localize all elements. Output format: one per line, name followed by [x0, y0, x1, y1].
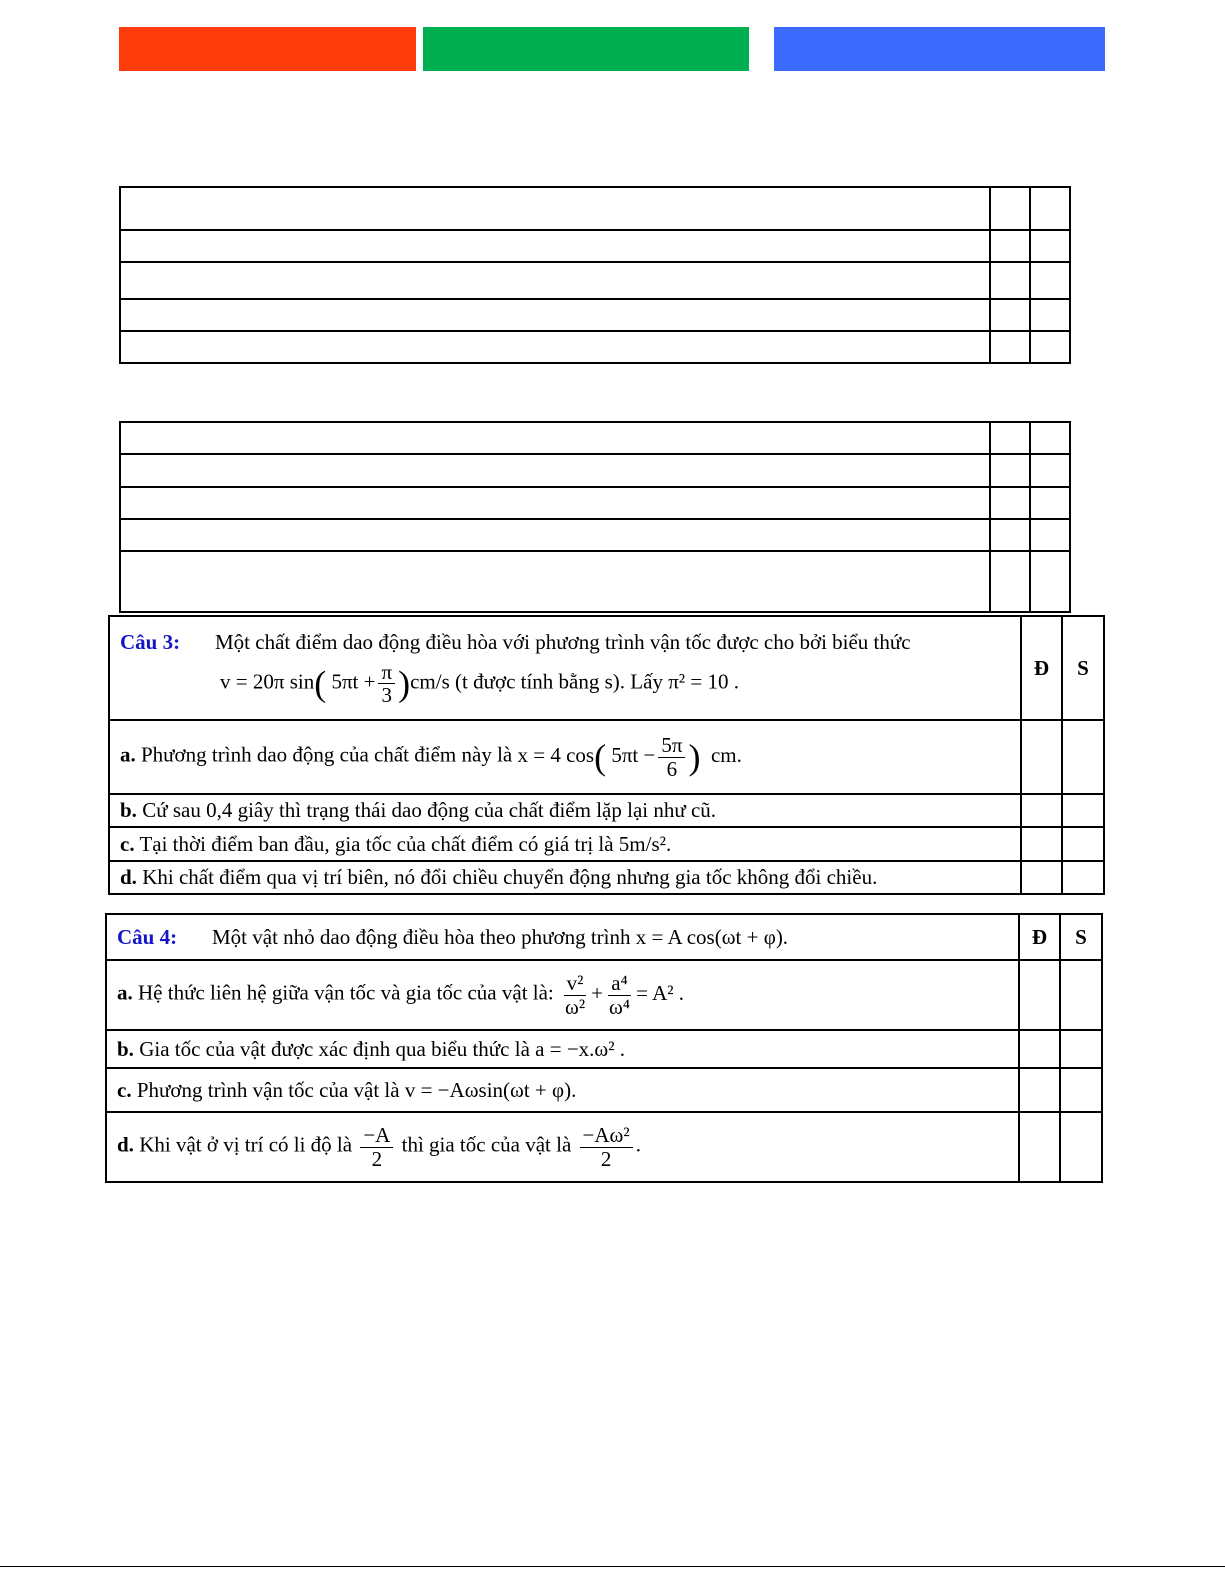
blank-d-cell[interactable]: [990, 262, 1030, 299]
question-4-label: Câu 4:: [117, 924, 178, 949]
blank-d-cell[interactable]: [990, 454, 1030, 487]
option-text: Hệ thức liên hệ giữa vận tốc và gia tốc của vật là:: [138, 980, 554, 1005]
option-equation: $\frac{\text{v²}}{\text{ω²}}$ + $\frac{\text{a⁴}}{\text{ω⁴}}$ = A² .: [565, 971, 685, 1019]
blank-s-cell[interactable]: [1030, 551, 1070, 612]
blank-d-cell[interactable]: [990, 299, 1030, 331]
blank-cell: [120, 454, 990, 487]
answer-d-cell[interactable]: [1019, 1030, 1060, 1068]
blank-d-cell[interactable]: [990, 187, 1030, 230]
answer-d-cell[interactable]: [1019, 1112, 1060, 1182]
question-4-equation: x = A cos(ωt + φ).: [635, 924, 789, 949]
option-text: Cứ sau 0,4 giây thì trạng thái dao động của chất điểm lặp lại như cũ.: [142, 798, 717, 822]
question-4-option-d: d. Khi vật ở vị trí có li độ là $\frac{-A}{2}$ thì gia tốc của vật là $\frac{\text{−Aω²}}{2}$ .: [106, 1112, 1102, 1182]
question-3-option-c: [109, 827, 1104, 861]
header-bar-red: [119, 27, 416, 71]
page-bottom-rule: [0, 1566, 1225, 1567]
blank-s-cell[interactable]: [1030, 299, 1070, 331]
blank-s-cell[interactable]: [1030, 422, 1070, 454]
blank-s-cell[interactable]: [1030, 187, 1070, 230]
question-4-option-b: [106, 1030, 1102, 1068]
option-letter: c.: [120, 831, 135, 856]
answer-s-cell[interactable]: [1062, 794, 1104, 827]
blank-d-cell[interactable]: [990, 331, 1030, 363]
blank-d-cell[interactable]: [990, 230, 1030, 262]
blank-cell: [120, 230, 990, 262]
option-text: Gia tốc của vật được xác định qua biểu thức là: [139, 1036, 530, 1061]
option-text: Phương trình dao động của chất điểm này là: [141, 742, 513, 767]
question-3-stem-text: Một chất điểm dao động điều hòa với phương trình vận tốc được cho bởi biểu thức: [215, 629, 911, 654]
option-letter: b.: [120, 798, 137, 822]
question-3-table: [108, 615, 1105, 895]
blank-cell: [120, 519, 990, 551]
answer-s-cell[interactable]: [1060, 1112, 1102, 1182]
option-text-2: thì gia tốc của vật là: [401, 1132, 572, 1157]
answer-s-cell[interactable]: [1060, 1030, 1102, 1068]
header-d: Đ: [1019, 914, 1060, 960]
answer-d-cell[interactable]: [1021, 794, 1062, 827]
blank-s-cell[interactable]: [1030, 519, 1070, 551]
question-3-equation: v = 20π sin( 5πt + $\frac{\pi}{3}$ )cm/s (t được tính bằng s). Lấy π² = 10 .: [220, 659, 739, 707]
question-3-option-a: [109, 720, 1104, 794]
header-bar-blue: [774, 27, 1105, 71]
blank-s-cell[interactable]: [1030, 331, 1070, 363]
answer-d-cell[interactable]: [1019, 960, 1060, 1030]
option-letter: a.: [117, 980, 133, 1005]
option-letter: a.: [120, 742, 136, 767]
question-3-option-b: [109, 794, 1104, 827]
option-text: Khi chất điểm qua vị trí biên, nó đổi chiều chuyển động nhưng gia tốc không đổi chiều.: [142, 865, 878, 889]
question-3-stem: [109, 616, 1021, 720]
answer-s-cell[interactable]: [1062, 720, 1104, 794]
blank-d-cell[interactable]: [990, 519, 1030, 551]
option-letter: b.: [117, 1036, 134, 1061]
question-4-stem-text: Một vật nhỏ dao động điều hòa theo phương trình: [212, 924, 631, 949]
option-letter: c.: [117, 1077, 132, 1102]
answer-d-cell[interactable]: [1021, 827, 1062, 861]
option-equation: a = −x.ω² .: [535, 1036, 626, 1061]
blank-answer-table-2: [119, 421, 1071, 613]
blank-s-cell[interactable]: [1030, 262, 1070, 299]
option-letter: d.: [117, 1132, 134, 1157]
answer-s-cell[interactable]: [1060, 1068, 1102, 1112]
blank-cell: [120, 422, 990, 454]
header-s: S: [1062, 616, 1104, 720]
header-d: Đ: [1021, 616, 1062, 720]
header-s: S: [1060, 914, 1102, 960]
option-letter: d.: [120, 865, 137, 889]
eq-rest: cm/s (t được tính bằng s). Lấy: [410, 669, 663, 694]
answer-d-cell[interactable]: [1021, 720, 1062, 794]
blank-d-cell[interactable]: [990, 422, 1030, 454]
blank-cell: [120, 487, 990, 519]
answer-d-cell[interactable]: [1019, 1068, 1060, 1112]
blank-cell: [120, 299, 990, 331]
blank-cell: [120, 331, 990, 363]
eq-fraction: $\frac{\pi}{3}$: [378, 661, 395, 706]
blank-answer-table-1: [119, 186, 1071, 364]
answer-s-cell[interactable]: [1062, 861, 1104, 894]
answer-s-cell[interactable]: [1062, 827, 1104, 861]
header-bar-green: [423, 27, 749, 71]
blank-cell: [120, 551, 990, 612]
blank-cell: [120, 262, 990, 299]
option-text: Khi vật ở vị trí có li độ là: [139, 1132, 353, 1157]
option-equation: v = −Aωsin(ωt + φ).: [404, 1077, 577, 1102]
question-4-option-c: [106, 1068, 1102, 1112]
answer-s-cell[interactable]: [1060, 960, 1102, 1030]
question-3-label: Câu 3:: [120, 629, 181, 654]
blank-d-cell[interactable]: [990, 487, 1030, 519]
blank-s-cell[interactable]: [1030, 487, 1070, 519]
blank-s-cell[interactable]: [1030, 454, 1070, 487]
question-4-stem-row: [106, 914, 1102, 960]
question-3-option-d: [109, 861, 1104, 894]
option-equation: x = 4 cos( 5πt − $\frac{5\pi}{6}$ ) cm.: [517, 733, 742, 781]
option-text: Phương trình vận tốc của vật là: [136, 1077, 400, 1102]
eq-lhs: v = 20π sin: [220, 669, 315, 694]
question-4-table: [105, 913, 1103, 1183]
blank-s-cell[interactable]: [1030, 230, 1070, 262]
blank-d-cell[interactable]: [990, 551, 1030, 612]
blank-cell: [120, 187, 990, 230]
answer-d-cell[interactable]: [1021, 861, 1062, 894]
question-3-stem-row: [109, 616, 1104, 720]
eq-inner: 5πt +: [331, 669, 376, 694]
question-4-option-a: [106, 960, 1102, 1030]
option-text: Tại thời điểm ban đầu, gia tốc của chất điểm có giá trị là 5m/s².: [139, 831, 672, 856]
eq-pi-squared: π² = 10 .: [668, 669, 739, 694]
